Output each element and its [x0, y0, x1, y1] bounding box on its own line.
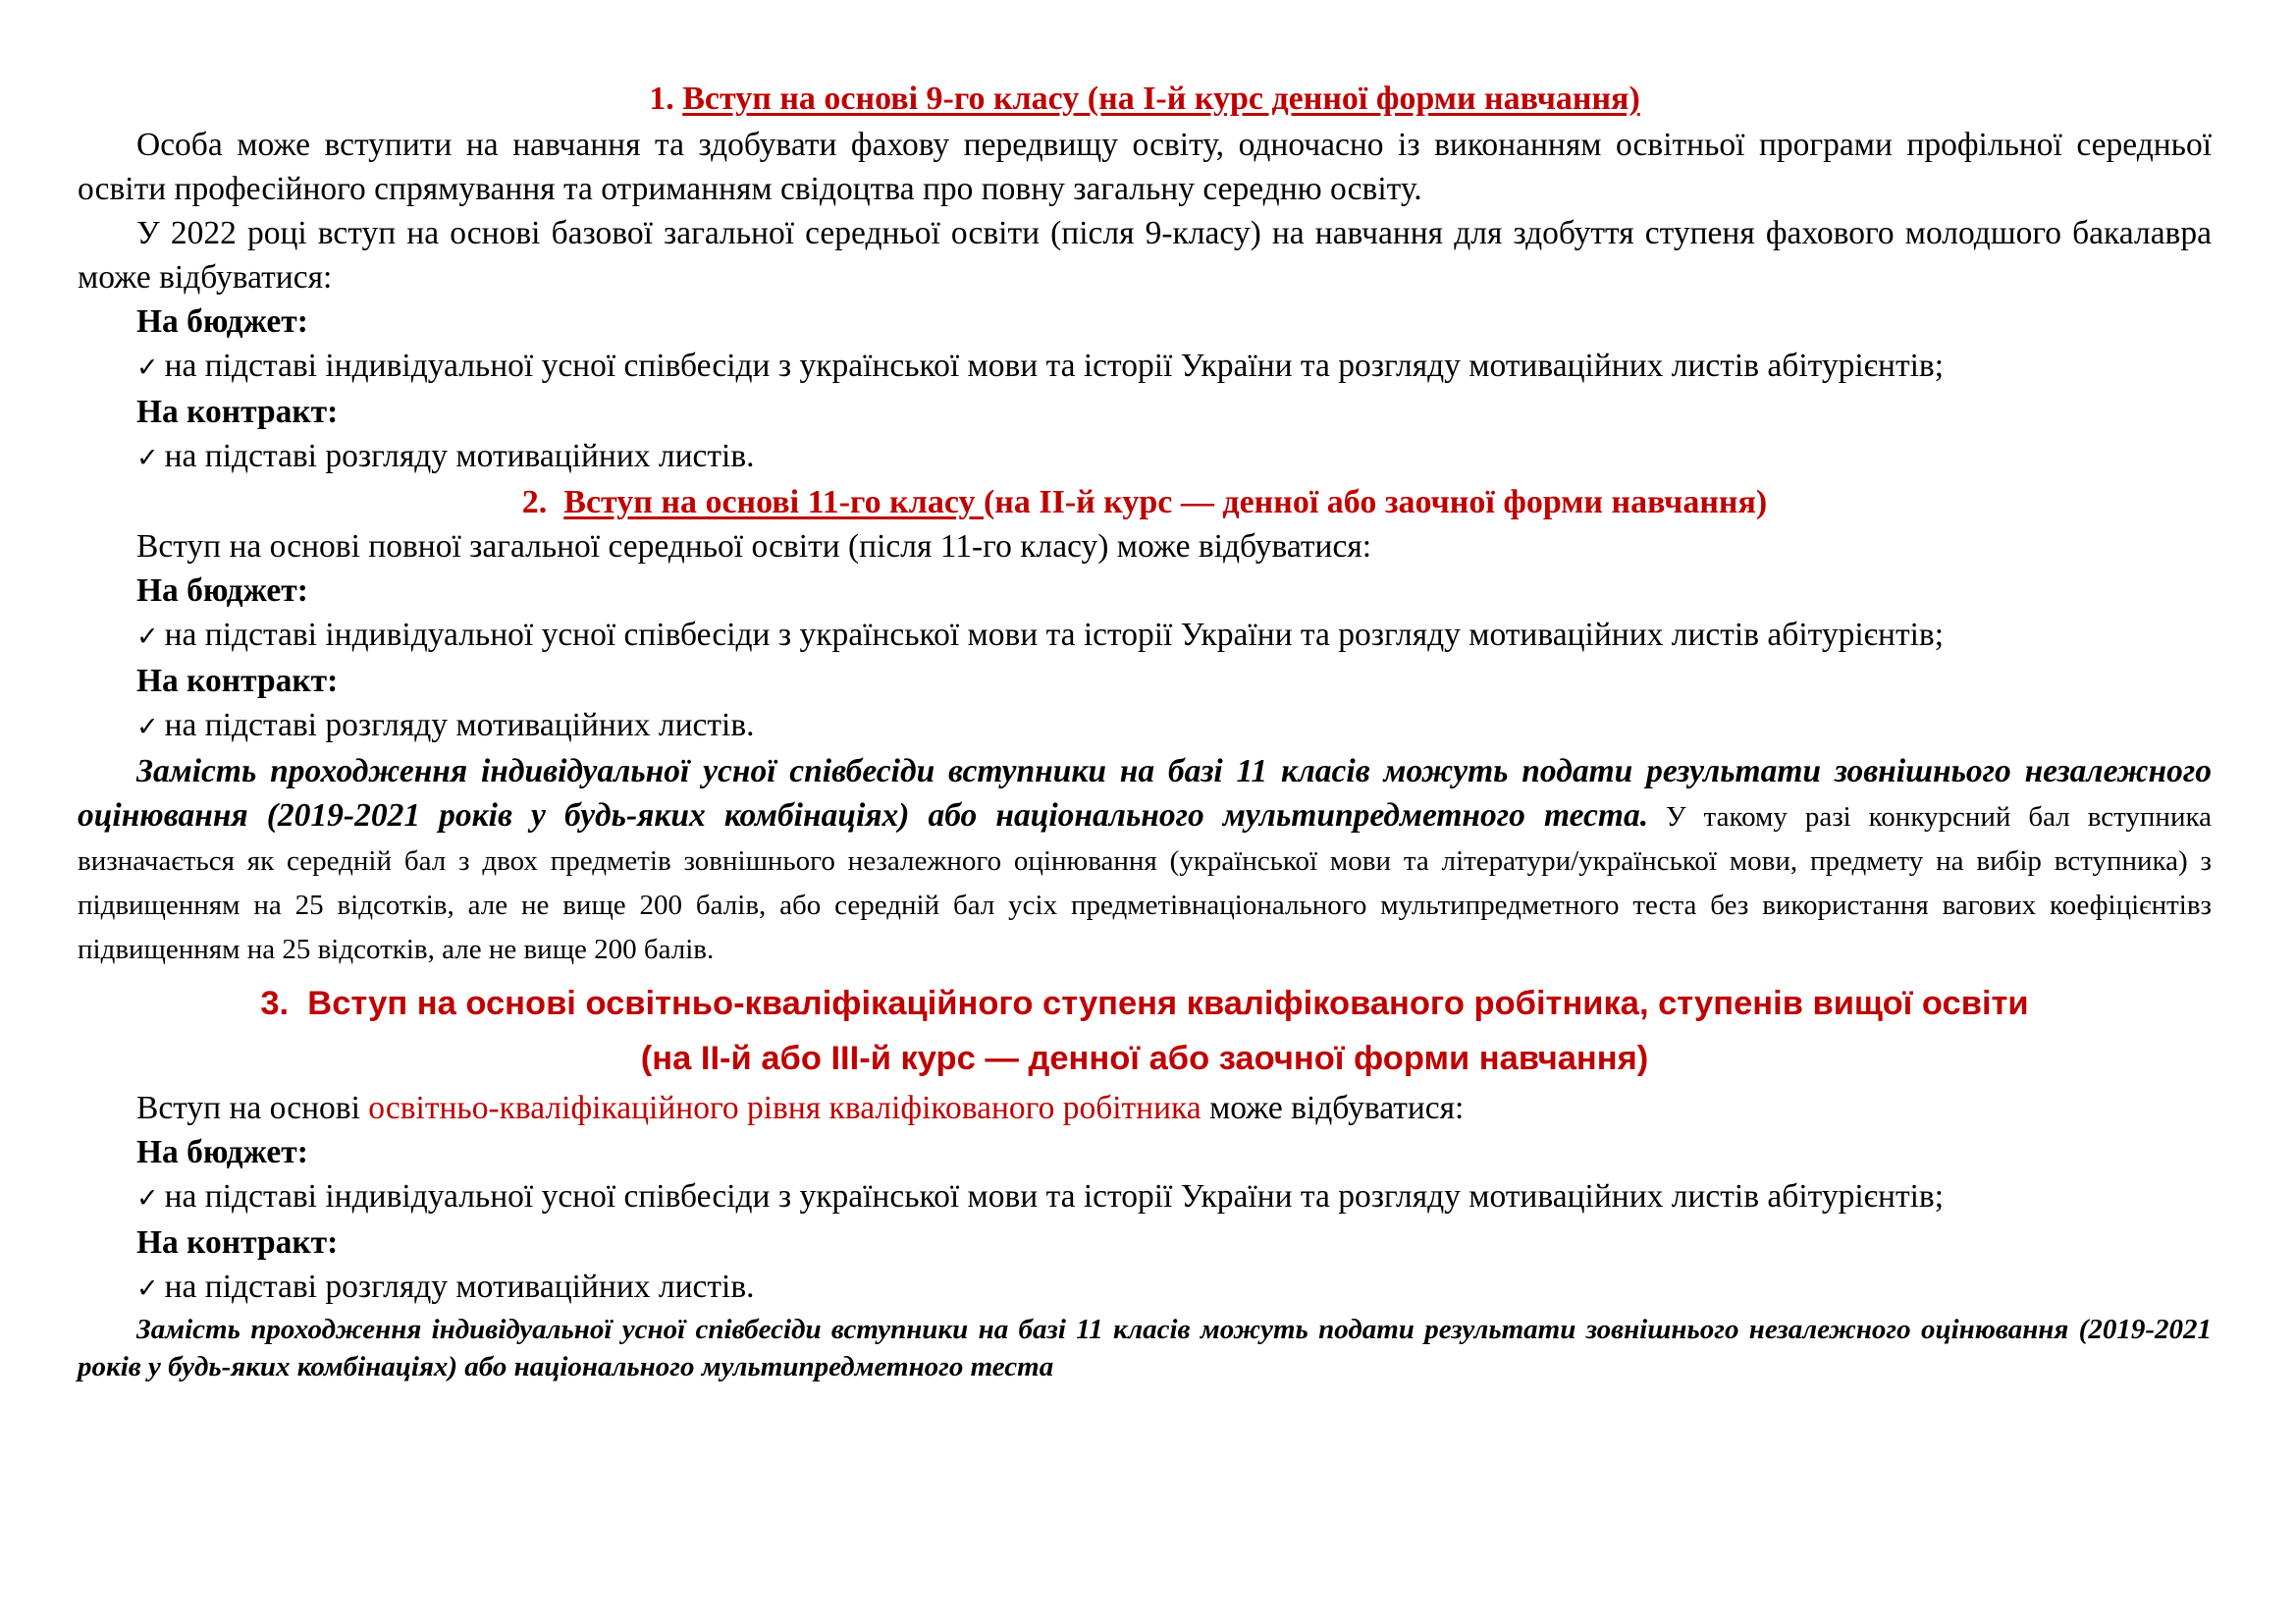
- section-2-contract-item-text: на підставі розгляду мотиваційних листів.: [164, 707, 755, 743]
- section-2-note-bold: Замість проходження індивідуальної усної співбесіди вступники на базі 11 класів можуть подати результати зовнішнього незалежного оцінювання (2019-2021 років у будь-яких комбінаціях) або національного мультипредметного теста.: [78, 753, 2212, 834]
- section-2-budget-item-text: на підставі індивідуальної усної співбесіди з української мови та історії України та розгляду мотиваційних листів абітурієнтів;: [164, 617, 1945, 653]
- section-1-paragraph-1: Особа може вступити на навчання та здобувати фахову передвищу освіту, одночасно із виконанням освітньої програми профільної середньої освіти професійного спрямування та отриманням свідоцтва про повну загальну середню освіту.: [78, 127, 2212, 207]
- section-3-note: Замість проходження індивідуальної усної співбесіди вступники на базі 11 класів можуть подати результати зовнішнього незалежного оцінювання (2019-2021 років у будь-яких комбінаціях) або національного мультипредметного теста: [78, 1314, 2212, 1382]
- check-icon: ✓: [136, 1273, 159, 1304]
- section-2-number: 2.: [521, 484, 548, 520]
- section-3-budget-item: [78, 1174, 2212, 1220]
- section-2-paragraph-1: Вступ на основі повної загальної середньої освіти (після 11-го класу) може відбуватися:: [136, 528, 1372, 565]
- section-2-contract-item: [78, 703, 2212, 749]
- section-2-heading: [78, 480, 2212, 524]
- check-icon: ✓: [136, 712, 159, 742]
- section-2-contract-label: На контракт:: [136, 663, 339, 699]
- section-2-title-underlined: Вступ на основі 11-го класу: [563, 484, 984, 520]
- section-1-budget-label: На бюджет:: [136, 303, 308, 340]
- section-1-heading: [78, 77, 2212, 121]
- section-1-number: 1.: [649, 81, 674, 117]
- section-1-title: Вступ на основі 9-го класу (на І-й курс денної форми навчання): [682, 81, 1640, 117]
- check-icon: ✓: [136, 352, 159, 383]
- section-2-budget-label: На бюджет:: [136, 572, 308, 609]
- section-3-contract-item-text: на підставі розгляду мотиваційних листів.: [164, 1269, 755, 1305]
- section-2-budget-item: [78, 613, 2212, 659]
- section-3-number: 3.: [260, 985, 290, 1022]
- section-1-budget-item: [78, 344, 2212, 390]
- section-3-para-start: Вступ на основі: [136, 1090, 369, 1126]
- check-icon: ✓: [136, 622, 159, 652]
- section-2-title-rest: (на ІІ-й курс — денної або заочної форми навчання): [983, 484, 1768, 520]
- section-3-contract-label: На контракт:: [136, 1224, 339, 1261]
- section-1-contract-item-text: на підставі розгляду мотиваційних листів.: [164, 438, 755, 474]
- section-3-para-end: може відбуватися:: [1201, 1090, 1465, 1126]
- section-1-contract-item: [78, 434, 2212, 480]
- section-3-para-red: освітньо-кваліфікаційного рівня кваліфікованого робітника: [368, 1090, 1201, 1126]
- section-2-note: [78, 749, 2212, 970]
- section-1-paragraph-2: У 2022 році вступ на основі базової загальної середньої освіти (після 9-класу) на навчання для здобуття ступеня фахового молодшого бакалавра може відбуватися:: [78, 215, 2212, 296]
- section-3-heading-line-1: [78, 976, 2212, 1031]
- section-1-budget-item-text: на підставі індивідуальної усної співбесіди з української мови та історії України та розгляду мотиваційних листів абітурієнтів;: [164, 348, 1945, 384]
- section-3-budget-label: На бюджет:: [136, 1134, 308, 1170]
- section-3-heading-line-2: (на ІІ-й або ІІІ-й курс — денної або заочної форми навчання): [640, 1040, 1649, 1077]
- check-icon: ✓: [136, 1183, 159, 1214]
- section-2-note-rest: У такому разі конкурсний бал вступника визначається як середній бал з двох предметів зовнішнього незалежного оцінювання (української мови та літератури/української мови, предмету на вибір вступника) з підвищенням на 25 відсотків, але не вище 200 балів, або середній бал усіх предметівнаціонального мультипредметного теста без використання вагових коефіцієнтівз підвищенням на 25 відсотків, але не вище 200 балів.: [78, 801, 2212, 965]
- check-icon: ✓: [136, 443, 159, 473]
- section-3-contract-item: [78, 1265, 2212, 1311]
- document-page: [78, 77, 2212, 1385]
- section-1-contract-label: На контракт:: [136, 394, 339, 430]
- section-3-title-line-1: Вступ на основі освітньо-кваліфікаційного ступеня кваліфікованого робітника, ступенів вищої освіти: [307, 985, 2029, 1022]
- section-3-budget-item-text: на підставі індивідуальної усної співбесіди з української мови та історії України та розгляду мотиваційних листів абітурієнтів;: [164, 1178, 1945, 1215]
- section-3-paragraph-1: [78, 1086, 2212, 1130]
